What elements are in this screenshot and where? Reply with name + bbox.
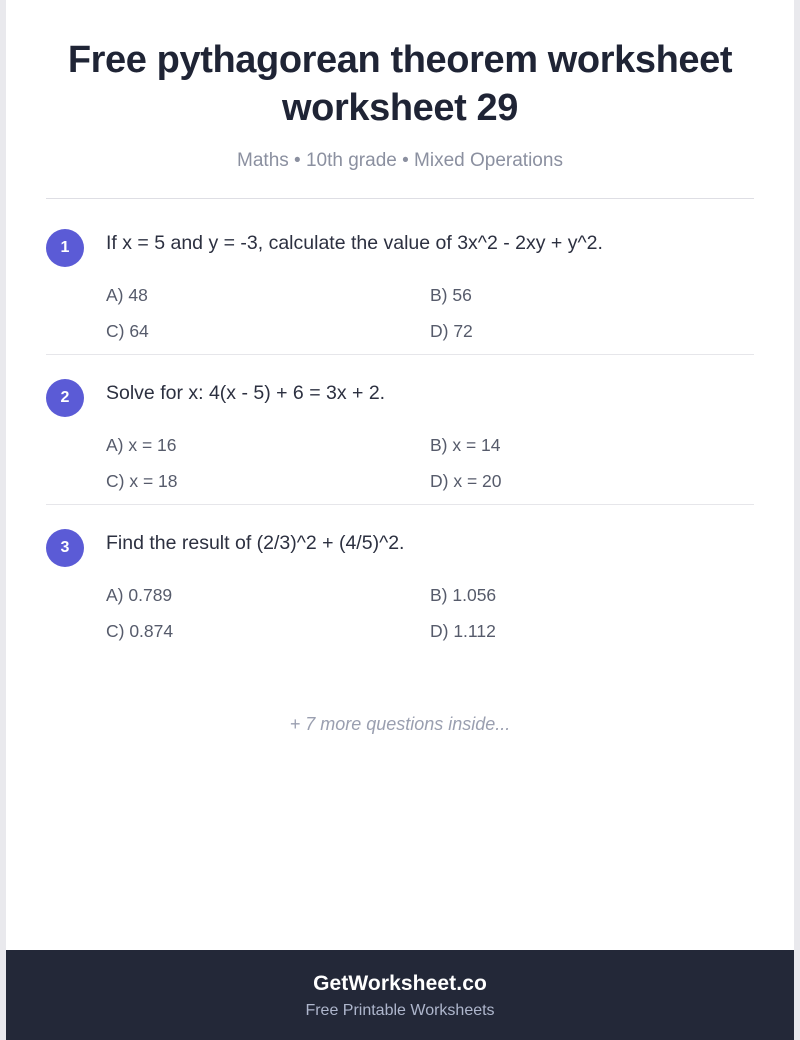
question-list [46,205,754,654]
page-footer [6,950,794,1040]
choice-option-a[interactable]: A) 48 [106,285,148,305]
worksheet-body [6,0,794,950]
question-header [46,227,754,267]
choice-option-a[interactable]: A) x = 16 [106,435,177,455]
choice-grid [106,433,754,494]
question-text: Find the result of (2/3)^2 + (4/5)^2. [106,532,405,554]
choice-option-d[interactable]: D) 1.112 [430,621,496,641]
choice-option-a[interactable]: A) 0.789 [106,585,173,605]
question-text: If x = 5 and y = -3, calculate the value of 3x^2 - 2xy + y^2. [106,232,603,254]
more-questions-note: + 7 more questions inside... [289,714,511,734]
choice-option-b[interactable]: B) 56 [430,285,472,305]
question-item [46,205,754,354]
question-header [46,377,754,417]
choice-option-d[interactable]: D) 72 [430,321,473,341]
footer-site-name: GetWorksheet.co [313,972,487,995]
choice-option-c[interactable]: C) 0.874 [106,621,174,641]
footer-tagline: Free Printable Worksheets [305,1002,495,1019]
worksheet-subtitle: Maths • 10th grade • Mixed Operations [237,150,563,171]
choice-option-d[interactable]: D) x = 20 [430,471,502,491]
choice-option-c[interactable]: C) x = 18 [106,471,178,491]
question-number-badge: 2 [46,379,84,417]
question-number-badge: 3 [46,529,84,567]
question-header [46,527,754,567]
header-divider [46,198,754,199]
choice-option-b[interactable]: B) x = 14 [430,435,501,455]
page-title: Free pythagorean theorem worksheet worksheet 29 [67,39,733,129]
question-number-badge: 1 [46,229,84,267]
question-item [46,504,754,654]
choice-grid [106,283,754,344]
choice-grid [106,583,754,644]
question-item [46,354,754,504]
choice-option-b[interactable]: B) 1.056 [430,585,497,605]
choice-option-c[interactable]: C) 64 [106,321,149,341]
question-text: Solve for x: 4(x - 5) + 6 = 3x + 2. [106,382,386,404]
